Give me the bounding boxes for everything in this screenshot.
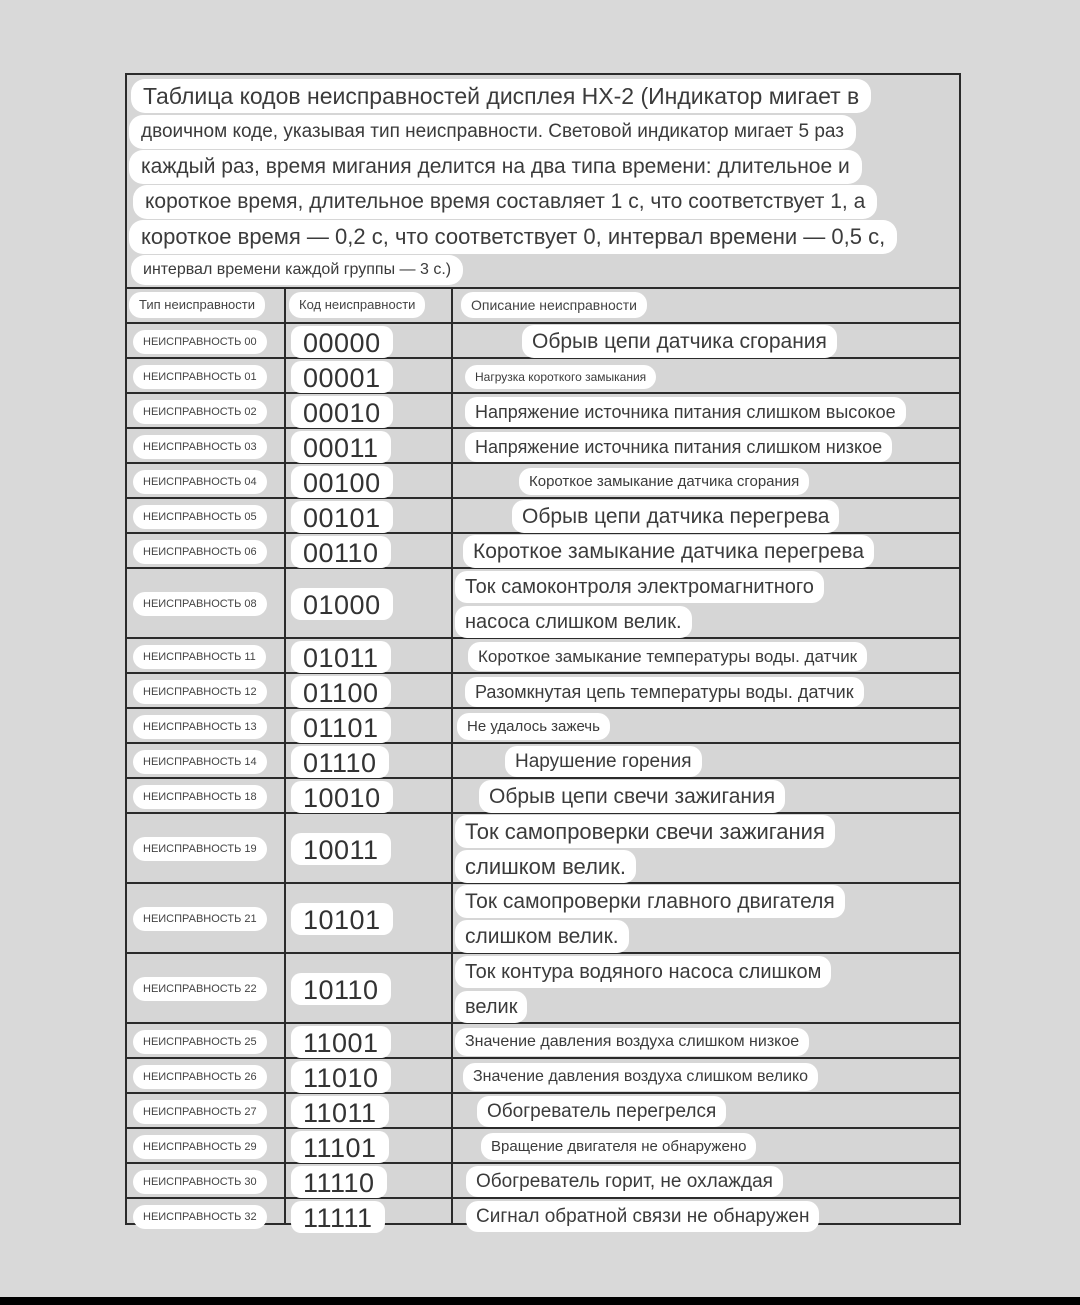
fault-description-cell: Нарушение горения [505,746,702,777]
fault-code-cell: 10101 [291,903,393,935]
fault-code-cell: 10010 [291,781,393,813]
fault-type-cell: НЕИСПРАВНОСТЬ 18 [133,785,267,809]
fault-type-cell: НЕИСПРАВНОСТЬ 32 [133,1205,267,1229]
fault-description-cell: Обогреватель горит, не охлаждая [466,1166,783,1197]
fault-description-cell: Обрыв цепи свечи зажигания [479,780,785,813]
column-divider [451,287,453,1223]
table-row [127,394,959,429]
title-line: интервал времени каждой группы — 3 с.) [131,255,463,285]
fault-type-cell: НЕИСПРАВНОСТЬ 19 [133,837,267,861]
fault-description-cell: Значение давления воздуха слишком велико [463,1063,818,1091]
table-row [127,1059,959,1094]
fault-type-cell: НЕИСПРАВНОСТЬ 06 [133,540,267,564]
table-row [127,1024,959,1059]
fault-description-cell: Короткое замыкание датчика перегрева [463,535,874,568]
fault-description-cell: Вращение двигателя не обнаружено [481,1133,756,1160]
table-row [127,499,959,534]
fault-code-cell: 11110 [291,1166,387,1198]
fault-type-cell: НЕИСПРАВНОСТЬ 12 [133,680,267,704]
table-row [127,744,959,779]
fault-code-cell: 00011 [291,431,391,463]
fault-type-cell: НЕИСПРАВНОСТЬ 21 [133,907,267,931]
fault-description-cell: Короткое замыкание температуры воды. датчик [468,642,867,671]
fault-code-cell: 00010 [291,396,393,428]
fault-code-cell: 01100 [291,676,391,708]
table-row [127,779,959,814]
fault-type-cell: НЕИСПРАВНОСТЬ 00 [133,330,267,354]
fault-code-cell: 00100 [291,466,393,498]
fault-description-cell: Не удалось зажечь [457,713,610,740]
fault-description-cell: Значение давления воздуха слишком низкое [455,1028,809,1056]
title-line: короткое время, длительное время составляет 1 с, что соответствует 1, а [133,185,877,219]
fault-description-cell: слишком велик. [455,850,636,883]
table-row [127,814,959,884]
fault-description-cell: Сигнал обратной связи не обнаружен [466,1201,819,1232]
fault-code-cell: 10011 [291,833,391,865]
header-fault-code: Код неисправности [289,292,425,318]
fault-description-cell: Разомкнутая цепь температуры воды. датчик [465,677,864,707]
fault-code-cell: 00110 [291,536,391,568]
fault-code-cell: 11010 [291,1061,391,1093]
table-row [127,1129,959,1164]
fault-description-cell: Нагрузка короткого замыкания [465,365,656,389]
table-row [127,569,959,639]
fault-description-cell: Ток контура водяного насоса слишком [455,956,831,988]
table-row [127,464,959,499]
fault-description-cell: Ток самопроверки главного двигателя [455,885,845,918]
fault-description-cell: Напряжение источника питания слишком высокое [465,397,906,427]
fault-type-cell: НЕИСПРАВНОСТЬ 13 [133,715,267,739]
table-title-block [127,75,959,289]
fault-code-cell: 00101 [291,501,393,533]
fault-description-cell: Напряжение источника питания слишком низкое [465,432,892,462]
fault-type-cell: НЕИСПРАВНОСТЬ 05 [133,505,267,529]
fault-description-cell: Обрыв цепи датчика сгорания [522,325,837,358]
fault-description-cell: Обрыв цепи датчика перегрева [512,500,839,533]
fault-description-cell: Ток самоконтроля электромагнитного [455,571,824,603]
title-line: короткое время — 0,2 с, что соответствует 0, интервал времени — 0,5 с, [129,220,897,254]
title-line: каждый раз, время мигания делится на два типа времени: длительное и [129,150,862,184]
table-row [127,674,959,709]
table-header-row [127,287,959,324]
column-divider [284,287,286,1223]
fault-type-cell: НЕИСПРАВНОСТЬ 08 [133,592,267,616]
table-row [127,709,959,744]
fault-type-cell: НЕИСПРАВНОСТЬ 25 [133,1030,267,1054]
fault-code-cell: 10110 [291,973,391,1005]
fault-type-cell: НЕИСПРАВНОСТЬ 03 [133,435,267,459]
fault-type-cell: НЕИСПРАВНОСТЬ 29 [133,1135,267,1159]
table-row [127,534,959,569]
fault-code-cell: 01101 [291,711,391,743]
fault-description-cell: Короткое замыкание датчика сгорания [519,468,809,495]
bottom-bar [0,1297,1080,1305]
fault-type-cell: НЕИСПРАВНОСТЬ 01 [133,365,267,389]
title-line: двоичном коде, указывая тип неисправности. Световой индикатор мигает 5 раз [129,115,856,149]
title-line: Таблица кодов неисправностей дисплея HX-2 (Индикатор мигает в [131,79,871,113]
fault-code-table-sheet [125,73,961,1233]
fault-type-cell: НЕИСПРАВНОСТЬ 27 [133,1100,267,1124]
fault-type-cell: НЕИСПРАВНОСТЬ 14 [133,750,267,774]
table-row [127,1094,959,1129]
fault-description-cell: Ток самопроверки свечи зажигания [455,815,835,848]
table-row [127,359,959,394]
fault-type-cell: НЕИСПРАВНОСТЬ 22 [133,977,267,1001]
table-row [127,324,959,359]
fault-type-cell: НЕИСПРАВНОСТЬ 04 [133,470,267,494]
table-row [127,1199,959,1234]
fault-code-cell: 01110 [291,746,389,778]
table-row [127,429,959,464]
fault-code-cell: 11011 [291,1096,389,1128]
fault-type-cell: НЕИСПРАВНОСТЬ 26 [133,1065,267,1089]
table-row [127,954,959,1024]
fault-code-cell: 01000 [291,588,393,620]
fault-code-cell: 01011 [291,641,391,673]
fault-code-cell: 11101 [291,1131,389,1163]
fault-type-cell: НЕИСПРАВНОСТЬ 30 [133,1170,267,1194]
fault-description-cell: насоса слишком велик. [455,606,692,638]
fault-description-cell: велик [455,991,527,1023]
table-row [127,1164,959,1199]
fault-code-cell: 11001 [291,1026,391,1058]
fault-code-cell: 00001 [291,361,393,393]
fault-type-cell: НЕИСПРАВНОСТЬ 02 [133,400,267,424]
fault-code-cell: 11111 [291,1201,385,1233]
fault-description-cell: слишком велик. [455,920,629,953]
table-row [127,639,959,674]
table-row [127,884,959,954]
fault-description-cell: Обогреватель перегрелся [477,1096,726,1127]
fault-code-cell: 00000 [291,326,393,358]
header-fault-description: Описание неисправности [461,292,647,318]
fault-type-cell: НЕИСПРАВНОСТЬ 11 [133,645,266,669]
header-fault-type: Тип неисправности [129,292,265,318]
